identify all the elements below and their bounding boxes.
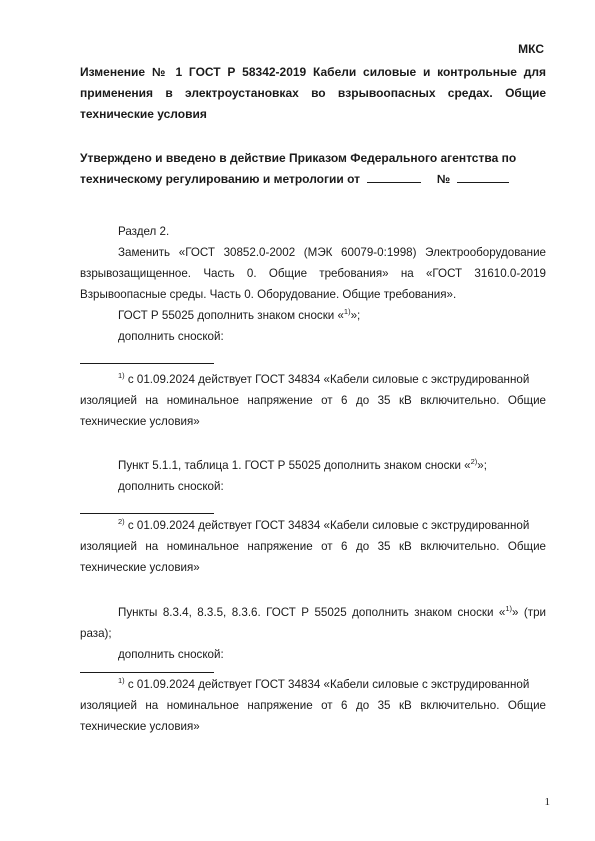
- footnote-mark: 1): [505, 604, 513, 613]
- section-heading: Раздел 2.: [118, 225, 170, 238]
- document-title: [80, 62, 546, 125]
- footnote-mark: 2): [118, 517, 125, 526]
- footnote-mark: 1): [118, 676, 125, 685]
- approval-statement: [80, 148, 546, 190]
- footnote-1-line-3: технические условия»: [80, 415, 200, 428]
- footnote-2-line-1: $^{2)}$ с 01.09.2024 действует ГОСТ 34834 «Кабели силовые с экструдированной: [118, 517, 530, 532]
- footnote-1-line-2: изоляцией на номинальное напряжение от 6 до 35 кВ включительно. Общие: [80, 394, 546, 407]
- item-8-3: Пункты 8.3.4, 8.3.5, 8.3.6. ГОСТ Р 55025 дополнить знаком сноски «$^{1)}$» (три: [118, 604, 547, 619]
- footnote-2-line-3: технические условия»: [80, 561, 200, 574]
- footnote-3-line-3: технические условия»: [80, 720, 200, 733]
- title-line-1: Изменение № 1 ГОСТ Р 58342-2019 Кабели силовые и контрольные для: [80, 65, 546, 79]
- mks-label: МКС: [518, 42, 544, 56]
- footnote-rule-3: [80, 672, 214, 673]
- add-footnote-3: дополнить сноской:: [118, 648, 224, 661]
- item-8-3-line-2: раза);: [80, 627, 112, 640]
- page-number: 1: [544, 796, 550, 808]
- title-line-3: технические условия: [80, 107, 207, 121]
- add-footnote-2: дополнить сноской:: [118, 480, 224, 493]
- footnote-mark: 1): [343, 307, 351, 316]
- footnote-2-line-2: изоляцией на номинальное напряжение от 6 до 35 кВ включительно. Общие: [80, 540, 546, 553]
- footnote-1-line-1: $^{1)}$ с 01.09.2024 действует ГОСТ 34834 «Кабели силовые с экструдированной: [118, 371, 530, 386]
- number-blank: [457, 171, 509, 183]
- gost-add-footnote-mark-1: ГОСТ Р 55025 дополнить знаком сноски «$^{1)}$»;: [118, 307, 361, 322]
- add-footnote-1: дополнить сноской:: [118, 330, 224, 343]
- title-line-2: применения в электроустановках во взрывоопасных средах. Общие: [80, 86, 546, 100]
- replace-line-3: Взрывоопасные среды. Часть 0. Оборудование. Общие требования».: [80, 288, 457, 301]
- number-sign: №: [436, 172, 451, 186]
- date-blank: [367, 171, 421, 183]
- approval-line-1: Утверждено и введено в действие Приказом Федерального агентства по: [80, 151, 517, 165]
- footnote-mark: 2): [470, 457, 478, 466]
- footnote-rule-2: [80, 513, 214, 514]
- footnote-rule-1: [80, 363, 214, 364]
- footnote-3-line-2: изоляцией на номинальное напряжение от 6 до 35 кВ включительно. Общие: [80, 699, 546, 712]
- replace-line-2: взрывозащищенное. Часть 0. Общие требования» на «ГОСТ 31610.0-2019: [80, 267, 546, 280]
- footnote-mark: 1): [118, 371, 125, 380]
- approval-line-2-text: техническому регулированию и метрологии от: [80, 172, 361, 186]
- footnote-3-line-1: $^{1)}$ с 01.09.2024 действует ГОСТ 34834 «Кабели силовые с экструдированной: [118, 676, 530, 691]
- item-5-1-1: Пункт 5.1.1, таблица 1. ГОСТ Р 55025 дополнить знаком сноски «$^{2)}$»;: [118, 457, 487, 472]
- approval-line-2: [80, 169, 546, 190]
- replace-line-1: Заменить «ГОСТ 30852.0-2002 (МЭК 60079-0:1998) Электрооборудование: [118, 246, 546, 259]
